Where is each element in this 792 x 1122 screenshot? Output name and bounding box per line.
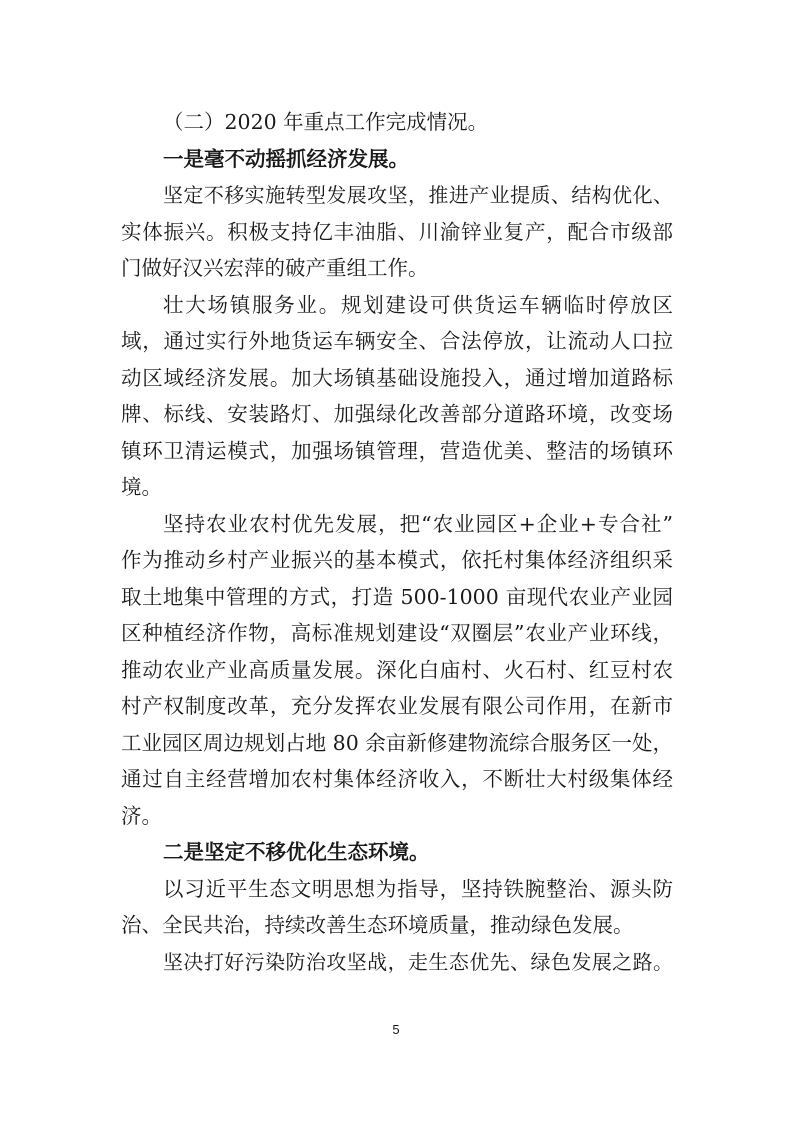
paragraph-line: 取土地集中管理的方式，打造 500-1000 亩现代农业产业园	[121, 584, 673, 609]
paragraph-line: 域，通过实行外地货运车辆安全、合法停放，让流动人口拉	[121, 329, 673, 353]
paragraph-line: 壮大场镇服务业。规划建设可供货运车辆临时停放区	[163, 292, 673, 317]
section-heading: （二）2020 年重点工作完成情况。	[163, 110, 489, 134]
paragraph-line: 工业园区周边规划占地 80 余亩新修建物流综合服务区一处，	[121, 730, 673, 755]
paragraph-line: 实体振兴。积极支持亿丰油脂、川渝锌业复产，配合市级部	[121, 219, 673, 244]
paragraph-line: 推动农业产业高质量发展。深化白庙村、火石村、红豆村农	[121, 657, 673, 682]
paragraph-line: 治、全民共治，持续改善生态环境质量，推动绿色发展。	[121, 913, 634, 937]
paragraph-line: 作为推动乡村产业振兴的基本模式，依托村集体经济组织采	[121, 548, 673, 572]
body-text	[121, 104, 673, 980]
page-number: 5	[392, 1022, 400, 1037]
paragraph-line: 动区域经济发展。加大场镇基础设施投入，通过增加道路标	[121, 365, 673, 390]
paragraph-line: 牌、标线、安装路灯、加强绿化改善部分道路环境，改变场	[121, 402, 673, 426]
paragraph-line: 区种植经济作物，高标准规划建设“双圈层”农业产业环线，	[121, 621, 673, 645]
paragraph-line: 通过自主经营增加农村集体经济收入，不断壮大村级集体经	[121, 767, 673, 791]
subheading-economy: 一是毫不动摇抓经济发展。	[163, 146, 409, 171]
paragraph-line: 坚定不移实施转型发展攻坚，推进产业提质、结构优化、	[163, 183, 673, 207]
paragraph-line: 境。	[121, 475, 162, 499]
paragraph-line: 坚持农业农村优先发展，把“农业园区+企业+专合社”	[163, 511, 673, 536]
paragraph-line: 门做好汉兴宏萍的破产重组工作。	[121, 256, 429, 280]
paragraph-line: 济。	[121, 803, 162, 828]
subheading-ecology: 二是坚定不移优化生态环境。	[163, 840, 430, 864]
paragraph-line: 以习近平生态文明思想为指导，坚持铁腕整治、源头防	[163, 876, 673, 901]
paragraph-line: 镇环卫清运模式，加强场镇管理，营造优美、整洁的场镇环	[121, 438, 673, 463]
paragraph-line: 村产权制度改革，充分发挥农业发展有限公司作用，在新市	[121, 694, 673, 718]
paragraph-line: 坚决打好污染防治攻坚战，走生态优先、绿色发展之路。	[163, 949, 673, 974]
